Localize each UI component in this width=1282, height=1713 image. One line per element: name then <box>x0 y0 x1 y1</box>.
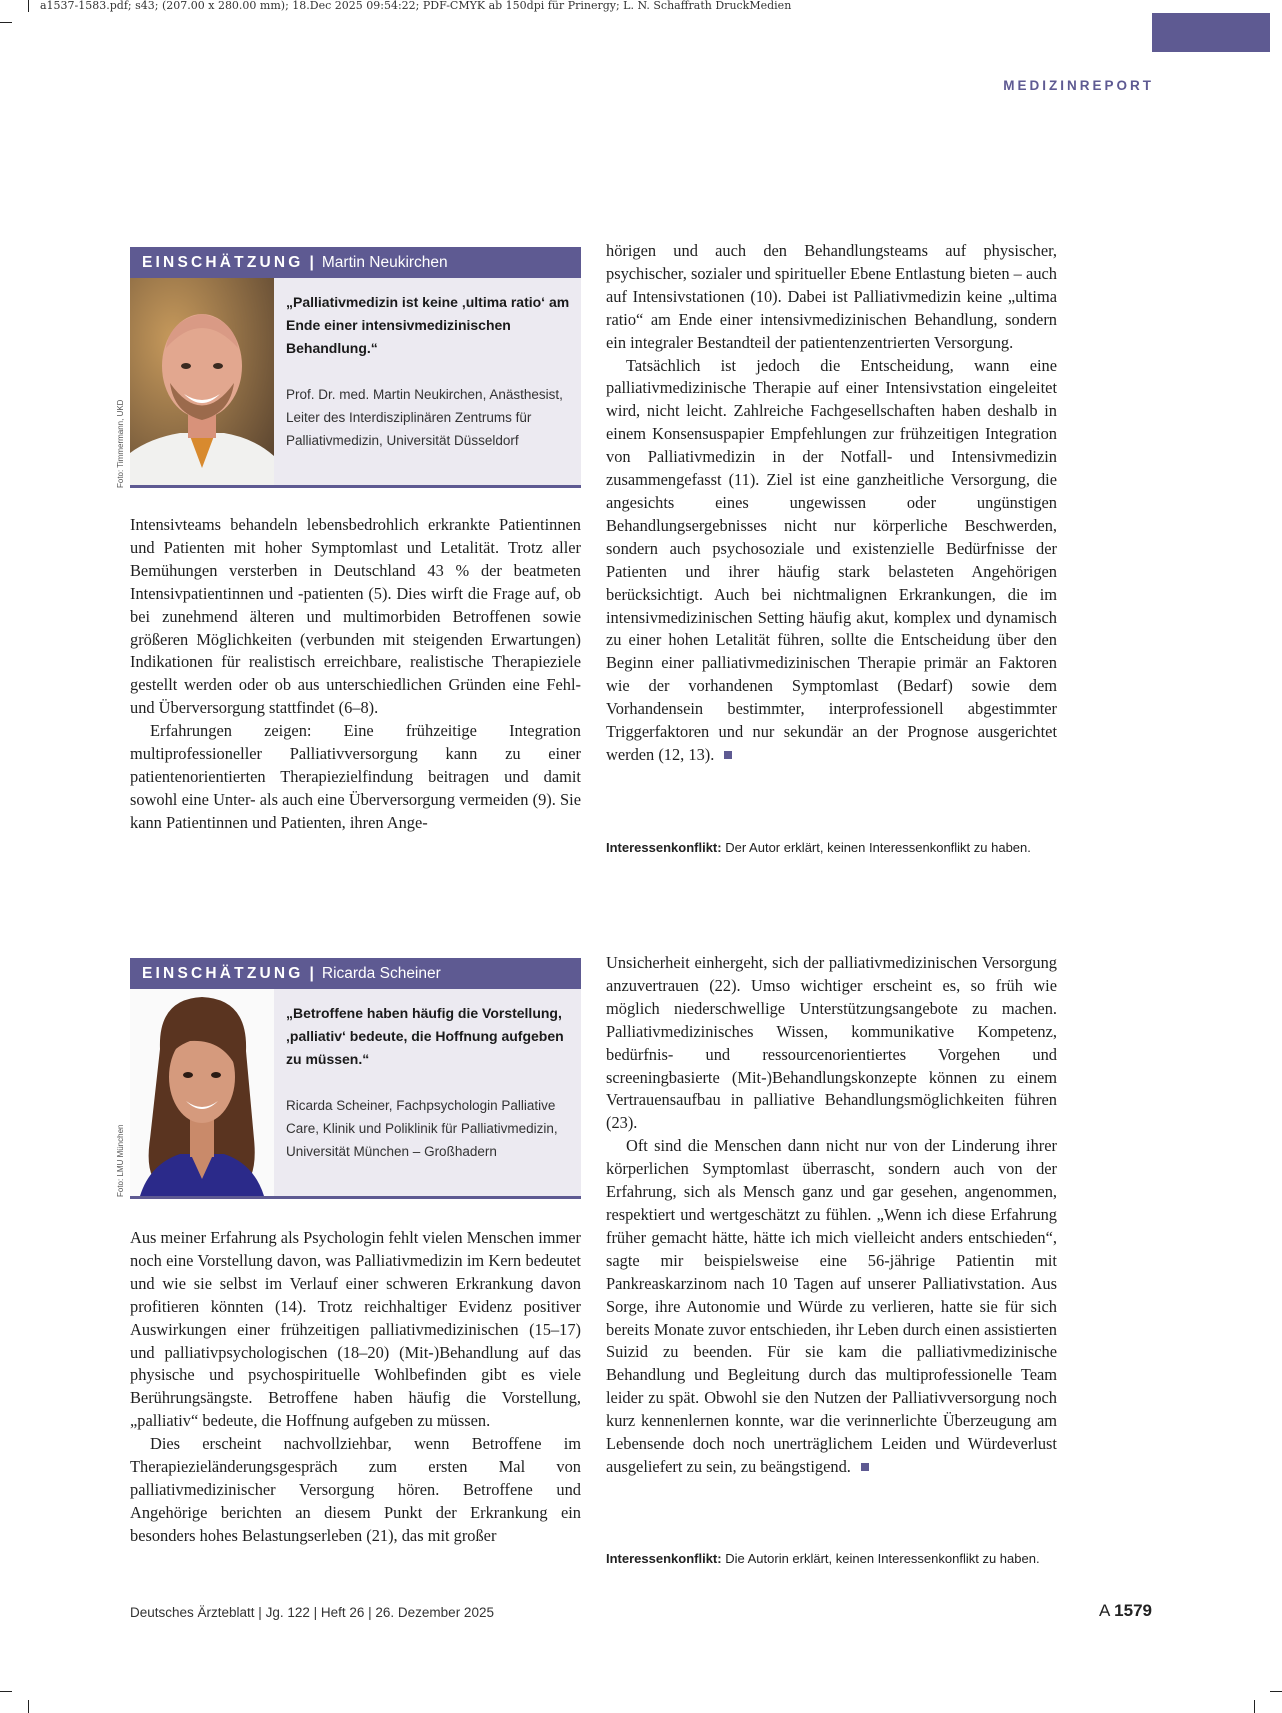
footer-page-number <box>1099 1601 1152 1621</box>
crop-mark <box>0 1691 12 1692</box>
author-photo <box>130 278 274 485</box>
footer-journal: Deutsches Ärzteblatt | Jg. 122 | Heft 26 | 26. Dezember 2025 <box>130 1605 494 1620</box>
box-divider: | <box>309 964 314 982</box>
paragraph-with-end-mark <box>606 355 1057 767</box>
box-quote: „Palliativmedizin ist keine ‚ultima ratio‘ am Ende einer intensivmedizinischen Behandlung.“ <box>286 294 570 356</box>
author-photo <box>130 989 274 1196</box>
paragraph: Intensivteams behandeln lebensbedrohlich erkrankte Patientinnen und Patienten mit hoher Symptomlast und Letalität. Trotz aller Bemühungen versterben in Deutschland 43 % der beatmeten Intensivpatientinnen und -patienten (5). Dies wirft die Frage auf, ob bei zunehmend älteren und multimorbiden Betroffenen sowie größeren Möglichkeiten (verbunden mit steigenden Erwartungen) Indikationen für realistisch erreichbare, realistische Therapieziele gestellt werden oder ob aus unterschiedlichen Gründen eine Fehl- und Überversorgung stattfindet (6–8). <box>130 515 581 718</box>
paragraph: Aus meiner Erfahrung als Psychologin fehlt vielen Menschen immer noch eine Vorstellung davon, was Palliativmedizin im Kern bedeutet und wie sie selbst im Verlauf einer schweren Erkrankung davon profitieren könnten (14). Trotz reichhaltiger Evidenz positiver Auswirkungen einer frühzeitigen palliativmedizinischen (15–17) und palliativpsychologischen (18–20) (Mit-)Behandlung auf das physische und psychospirituelle Wohlbefinden gibt es viele Berührungsängste. Betroffene haben häufig die Vorstellung, „palliativ“ bedeute, die Hoffnung aufgeben zu müssen. <box>130 1228 581 1431</box>
coi-text: Die Autorin erklärt, keinen Interessenkonflikt zu haben. <box>725 1551 1040 1566</box>
box-author: Martin Neukirchen <box>321 253 448 271</box>
box-header <box>130 958 581 989</box>
paragraph: Dies erscheint nachvollziehbar, wenn Betroffene im Therapiezieländerungsgespräch zum ersten Mal von palliativmedizinischer Versorgung hören. Betroffene und Angehörige berichten an diesem Punkt der Erkrankung ein besonders hohes Belastungserleben (21), das mit großer <box>130 1434 581 1545</box>
article1-column-right <box>606 240 1057 767</box>
coi-label: Interessenkonflikt: <box>606 1551 722 1566</box>
paragraph-with-end-mark <box>606 1135 1057 1479</box>
box-body <box>130 278 581 485</box>
article2-column-left <box>130 1227 581 1548</box>
article2-column-right <box>606 952 1057 1479</box>
print-slug: a1537-1583.pdf; s43; (207.00 x 280.00 mm); 18.Dec 2025 09:54:22; PDF-CMYK ab 150dpi für Prinergy; L. N. Schaffrath DruckMedien <box>40 0 792 12</box>
box-bio: Ricarda Scheiner, Fachpsychologin Palliative Care, Klinik und Poliklinik für Palliativmedizin, Universität München – Großhadern <box>286 1098 558 1159</box>
conflict-of-interest <box>606 1551 1076 1566</box>
crop-mark <box>0 22 12 23</box>
section-label: MEDIZINREPORT <box>1003 78 1154 93</box>
paragraph: Tatsächlich ist jedoch die Entscheidung, wann eine palliativmedizinische Therapie auf einer Intensivstation eingeleitet wird, nicht leicht. Zahlreiche Fachgesellschaften haben deshalb in einem Konsensuspapier Empfehlungen zur frühzeitigen Integration von Palliativmedizin in der Notfall- und Intensivmedizin zusammengefasst (11). Ziel ist eine ganzheitliche Versorgung, die angesichts eines ungewissen oder ungünstigen Behandlungsergebnisses nicht nur körperliche Beschwerden, sondern auch psychosoziale und existenzielle Bedürfnisse der Patienten und ihrer häufig stark belasteten Angehörigen berücksichtigt. Auch bei nichtmalignen Erkrankungen, die im intensivmedizinischen Setting häufig akut, komplex und dynamisch zu einer hohen Letalität führen, sollte die Entscheidung über den Beginn einer palliativmedizinischen Therapie primär an Faktoren wie der vorhandenen Symptomlast (Bedarf) sowie dem Vorhandensein bestimmter, interprofessionell abgestimmter Triggerfaktoren und nur sekundär an der Prognose ausgerichtet werden (12, 13). <box>606 355 1057 764</box>
section-tab <box>1152 13 1270 52</box>
crop-mark <box>28 1700 29 1713</box>
box-quote: „Betroffene haben häufig die Vorstellung, ‚palliativ‘ bedeute, die Hoffnung aufgeben zu müssen.“ <box>286 1005 564 1067</box>
coi-text: Der Autor erklärt, keinen Interessenkonflikt zu haben. <box>725 840 1031 855</box>
box-header <box>130 247 581 278</box>
paragraph: Unsicherheit einhergeht, sich der palliativmedizinischen Versorgung anzuvertrauen (22). Umso wichtiger erscheint es, so früh wie möglich niederschwellige Unterstützungsangebote zu machen. Palliativmedizinisches Wissen, kommunikative Kompetenz, bedürfnis- und ressourcenorientiertes Vorgehen und screeningbasierte (Mit-)Behandlungskonzepte können zu einem Vertrauensaufbau in palliative Behandlungsmöglichkeiten führen (23). <box>606 953 1057 1133</box>
box-divider: | <box>309 253 314 271</box>
photo-credit: Foto: LMU München <box>116 1124 125 1197</box>
box-bio: Prof. Dr. med. Martin Neukirchen, Anästhesist, Leiter des Interdisziplinären Zentrums für Palliativmedizin, Universität Düsseldorf <box>286 387 563 448</box>
page-number: 1579 <box>1114 1601 1152 1620</box>
photo-credit: Foto: Timmermann, UKD <box>116 399 125 488</box>
box-author: Ricarda Scheiner <box>321 964 441 982</box>
crop-mark <box>1254 1700 1255 1713</box>
box-body <box>130 989 581 1196</box>
box-kicker: EINSCHÄTZUNG <box>142 253 304 271</box>
coi-label: Interessenkonflikt: <box>606 840 722 855</box>
page-prefix: A <box>1099 1601 1110 1620</box>
crop-mark <box>28 0 29 12</box>
assessment-box-scheiner <box>130 958 581 1199</box>
paragraph: Erfahrungen zeigen: Eine frühzeitige Integration multiprofessioneller Palliativversorgung kann zu einer patientenorientierten Therapiezielfindung beitragen und damit sowohl eine Unter- als auch eine Überversorgung vermeiden (9). Sie kann Patientinnen und Patienten, ihren Ange- <box>130 721 581 832</box>
crop-mark <box>1270 1691 1282 1692</box>
paragraph: hörigen und auch den Behandlungsteams auf physischer, psychischer, sozialer und spiritueller Ebene Entlastung bieten – auch auf Intensivstationen (10). Dabei ist Palliativmedizin keine „ultima ratio“ am Ende einer intensivmedizinischen Behandlung, sondern ein integraler Bestandteil der patientenzentrierten Versorgung. <box>606 241 1057 352</box>
end-square-icon <box>861 1463 869 1471</box>
article1-column-left <box>130 514 581 835</box>
conflict-of-interest <box>606 840 1076 855</box>
assessment-box-neukirchen <box>130 247 581 488</box>
end-square-icon <box>724 751 732 759</box>
paragraph: Oft sind die Menschen dann nicht nur von der Linderung ihrer körperlichen Symptomlast überrascht, sondern auch von der Erfahrung, sich als Mensch ganz und gar gesehen, angenommen, respektiert und wertgeschätzt zu fühlen. „Wenn ich diese Erfahrung früher gemacht hätte, hätte ich mich vielleicht anders entschieden“, sagte mir beispielsweise eine 56-jährige Patientin mit Pankreaskarzinom nach 10 Tagen auf unserer Palliativstation. Aus Sorge, ihre Autonomie und Würde zu verlieren, hatte sie für sich bereits Monate zuvor entschieden, ihr Leben durch einen assistierten Suizid zu beenden. Für sie kam die palliativmedizinische Behandlung und Begleitung durch das multiprofessionelle Team leider zu spät. Obwohl sie den Nutzen der Palliativversorgung noch kurz kennenlernen konnte, war die verinnerlichte Überzeugung am Lebensende doch noch unerträglichem Leiden und Würdeverlust ausgeliefert zu sein, zu beängstigend. <box>606 1136 1057 1476</box>
box-kicker: EINSCHÄTZUNG <box>142 964 304 982</box>
